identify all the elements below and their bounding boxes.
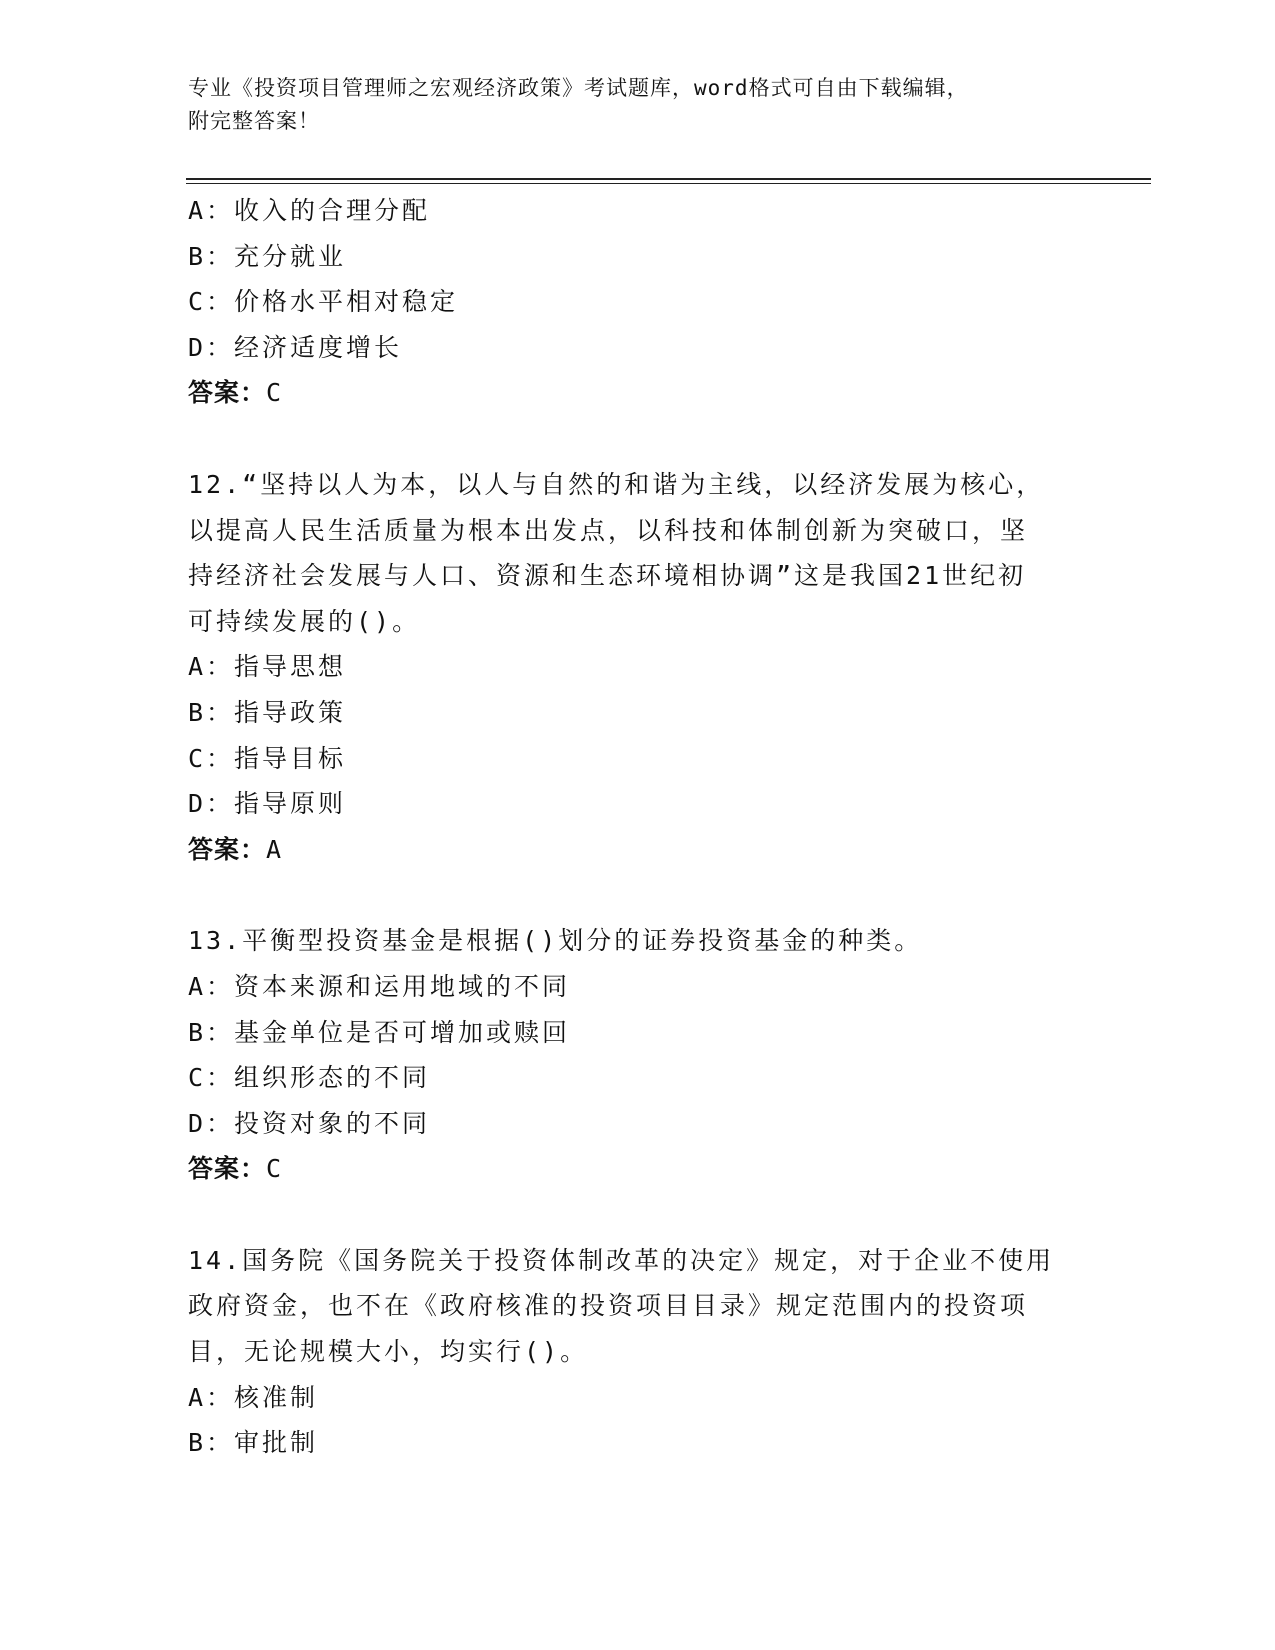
header-line-2: 附完整答案！ bbox=[188, 109, 320, 133]
option-a: A：指导思想 bbox=[188, 652, 347, 682]
option-a: A：核准制 bbox=[188, 1382, 319, 1412]
stem-line: 持经济社会发展与人口、资源和生态环境相协调”这是我国21世纪初 bbox=[188, 561, 1027, 591]
option-b: B：指导政策 bbox=[188, 697, 347, 727]
answer-value: C bbox=[266, 378, 283, 408]
question-gap bbox=[188, 1192, 1088, 1238]
question-content bbox=[188, 188, 1088, 1466]
header-line-1: 专业《投资项目管理师之宏观经济政策》考试题库，word格式可自由下载编辑， bbox=[188, 76, 969, 100]
question-block-13 bbox=[188, 918, 1088, 1192]
header-divider bbox=[186, 178, 1151, 184]
answer-value: C bbox=[266, 1154, 283, 1184]
option-b: B：审批制 bbox=[188, 1428, 319, 1458]
option-b: B：充分就业 bbox=[188, 241, 347, 271]
question-gap bbox=[188, 416, 1088, 462]
stem-line: 可持续发展的()。 bbox=[188, 606, 421, 636]
answer-label: 答案： bbox=[188, 834, 267, 864]
answer-label: 答案： bbox=[188, 378, 267, 408]
stem-line: 13.平衡型投资基金是根据()划分的证券投资基金的种类。 bbox=[188, 926, 923, 956]
stem-line: 目，无论规模大小，均实行()。 bbox=[188, 1337, 589, 1367]
answer-line bbox=[188, 1146, 1088, 1192]
option-d: D：经济适度增长 bbox=[188, 332, 403, 362]
option-d: D：指导原则 bbox=[188, 789, 347, 819]
option-d: D：投资对象的不同 bbox=[188, 1108, 431, 1138]
answer-line bbox=[188, 827, 1088, 873]
stem-line: 12.“坚持以人为本，以人与自然的和谐为主线，以经济发展为核心， bbox=[188, 469, 1045, 499]
option-b: B：基金单位是否可增加或赎回 bbox=[188, 1017, 571, 1047]
answer-line bbox=[188, 370, 1088, 416]
document-header bbox=[188, 72, 1068, 138]
option-c: C：组织形态的不同 bbox=[188, 1063, 431, 1093]
answer-label: 答案： bbox=[188, 1154, 267, 1184]
stem-line: 以提高人民生活质量为根本出发点，以科技和体制创新为突破口，坚 bbox=[188, 515, 1029, 545]
question-stem bbox=[188, 462, 1068, 644]
option-c: C：价格水平相对稳定 bbox=[188, 287, 459, 317]
stem-line: 政府资金，也不在《政府核准的投资项目目录》规定范围内的投资项 bbox=[188, 1291, 1029, 1321]
question-block-14 bbox=[188, 1238, 1088, 1466]
stem-line: 14.国务院《国务院关于投资体制改革的决定》规定，对于企业不使用 bbox=[188, 1245, 1055, 1275]
question-block-12 bbox=[188, 462, 1088, 872]
option-a: A：资本来源和运用地域的不同 bbox=[188, 971, 571, 1001]
option-a: A：收入的合理分配 bbox=[188, 196, 431, 225]
question-gap bbox=[188, 872, 1088, 918]
question-stem bbox=[188, 918, 1068, 964]
option-c: C：指导目标 bbox=[188, 743, 347, 773]
question-stem bbox=[188, 1238, 1068, 1375]
question-block-11 bbox=[188, 188, 1088, 416]
answer-value: A bbox=[266, 834, 283, 864]
